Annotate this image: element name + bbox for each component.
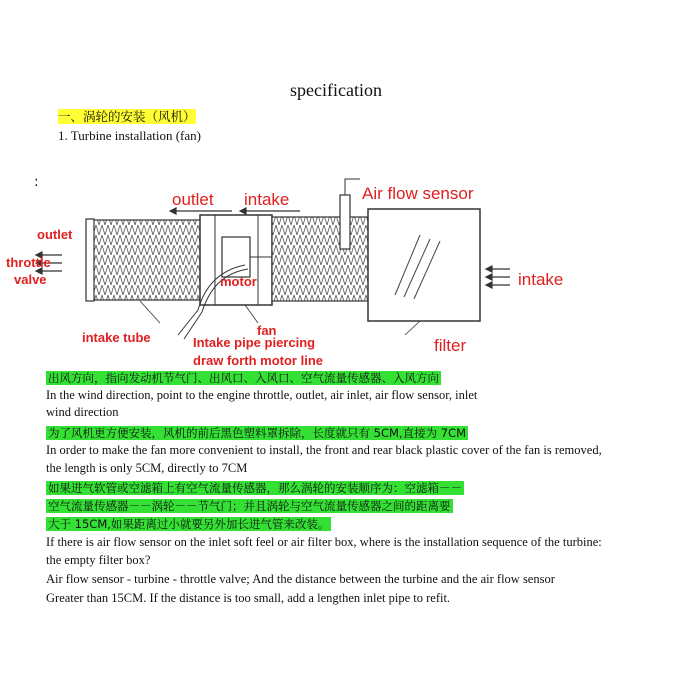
- label-piercing-1: Intake pipe piercing: [193, 335, 316, 350]
- air-flow-sensor: [340, 195, 350, 249]
- colon-mark: :: [34, 174, 39, 190]
- filter-box: [368, 209, 480, 321]
- label-outlet-left: outlet: [37, 227, 73, 242]
- paragraph-1-en-line-2: wind direction: [46, 405, 119, 419]
- label-air-flow-sensor: Air flow sensor: [362, 184, 474, 203]
- paragraph-3-en-line-4: Greater than 15CM. If the distance is too small, add a lengthen inlet pipe to refit.: [46, 591, 451, 605]
- section-heading-en: 1. Turbine installation (fan): [58, 128, 201, 143]
- intake-tube-right: [272, 217, 370, 301]
- label-filter: filter: [434, 336, 467, 355]
- label-fan: fan: [257, 323, 277, 338]
- paragraph-3-cn-line-2: [46, 497, 453, 515]
- label-outlet-top: outlet: [172, 190, 214, 209]
- paragraph-3-cn-line-1: [46, 479, 464, 497]
- paragraph-3-en-line-3: Air flow sensor - turbine - throttle valve; And the distance between the turbine and the air flow sensor: [46, 572, 555, 586]
- intake-tube-left: [88, 220, 206, 300]
- section-heading-cn: [58, 107, 196, 125]
- label-throttle: throttle: [6, 255, 51, 270]
- section-heading-cn-text: 一、涡轮的安装（风机）: [58, 109, 196, 124]
- paragraph-3-cn-line-1-text: 如果进气软管或空滤箱上有空气流量传感器，那么涡轮的安装顺序为：空滤箱－－: [48, 481, 462, 495]
- paragraph-3-en-line-1: If there is air flow sensor on the inlet soft feel or air filter box, where is the installation sequence of the turbine:: [46, 535, 602, 549]
- paragraph-1-en-line-1: In the wind direction, point to the engine throttle, outlet, air inlet, air flow sensor, inlet: [46, 388, 478, 402]
- label-motor: motor: [220, 274, 257, 289]
- turbine-installation-diagram: [0, 175, 700, 370]
- label-valve: valve: [14, 272, 47, 287]
- paragraph-3-en-line-2: the empty filter box?: [46, 553, 151, 567]
- paragraph-2-en-line-1: In order to make the fan more convenient to install, the front and rear black plastic cover of the fan is removed,: [46, 443, 602, 457]
- label-intake-tube: intake tube: [82, 330, 151, 345]
- paragraph-1-cn: [46, 369, 441, 387]
- motor-block: [222, 237, 250, 277]
- paragraph-1-cn-text: 出风方向，指向发动机节气门、出风口、入风口、空气流量传感器、入风方向: [48, 371, 439, 385]
- intake-arrows: [486, 266, 510, 288]
- throttle-end-ring: [86, 219, 94, 301]
- label-piercing-2: draw forth motor line: [193, 353, 323, 368]
- paragraph-3-cn-line-3-text: 大于 15CM,如果距离过小就要另外加长进气管来改装。: [48, 517, 330, 531]
- label-intake-top: intake: [244, 190, 290, 209]
- page-title: specification: [290, 80, 382, 100]
- label-intake-right: intake: [518, 270, 564, 289]
- paragraph-3-cn-line-2-text: 空气流量传感器－－涡轮－－节气门；并且涡轮与空气流量传感器之间的距离要: [48, 499, 451, 513]
- paragraph-3-cn-line-3: [46, 515, 331, 533]
- paragraph-2-cn-text: 为了风机更方便安装，风机的前后黑色塑料罩拆除，长度就只有 5CM,直接为 7CM: [48, 426, 466, 440]
- paragraph-2-en-line-2: the length is only 5CM, directly to 7CM: [46, 461, 248, 475]
- paragraph-2-cn: [46, 424, 468, 442]
